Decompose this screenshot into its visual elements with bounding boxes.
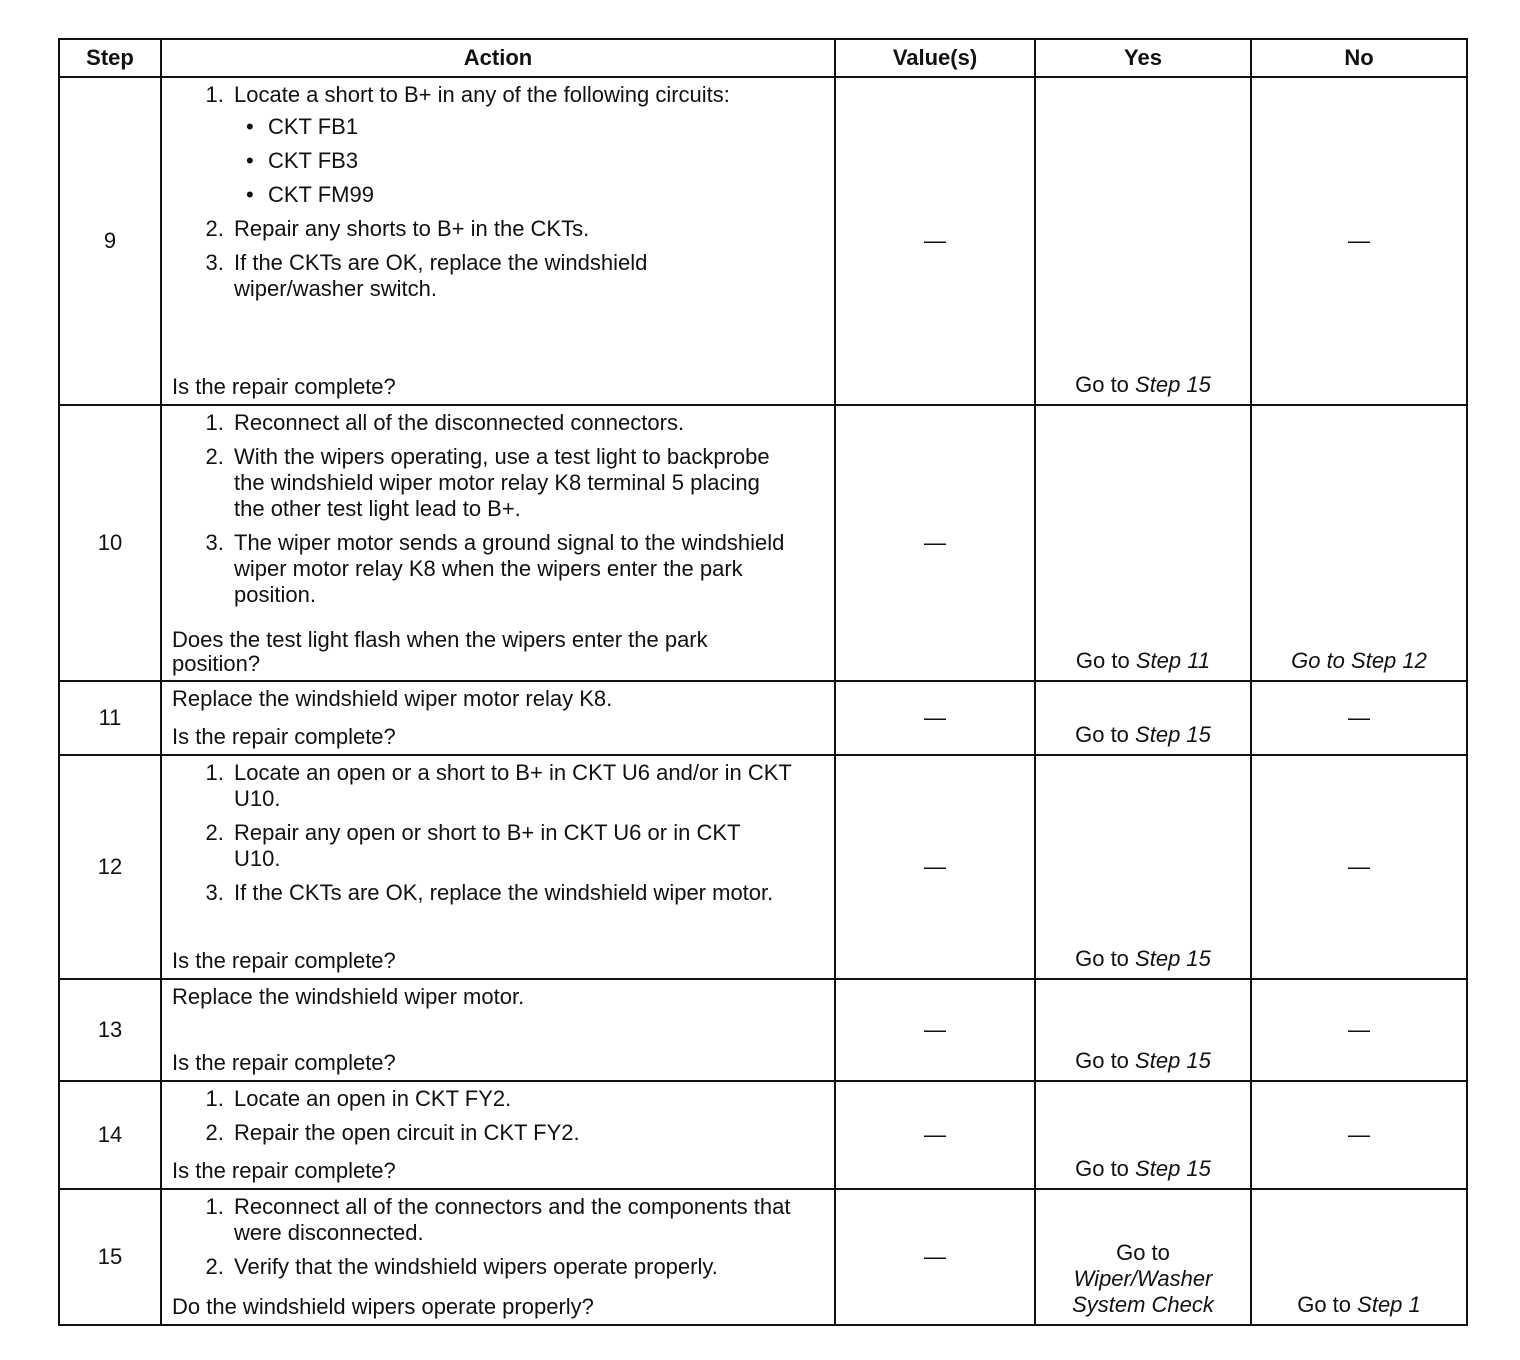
- table-row: [59, 1189, 1467, 1325]
- action-step: [230, 82, 824, 208]
- action-cell: [161, 1081, 835, 1189]
- yes-cell: [1035, 1189, 1251, 1325]
- action-cell: [161, 405, 835, 681]
- action-step: 1. Reconnect all of the disconnected connectors.: [230, 410, 824, 436]
- action-step-text: Locate a short to B+ in any of the following circuits:: [234, 82, 730, 107]
- value-cell: —: [835, 1189, 1035, 1325]
- header-row: [59, 39, 1467, 77]
- goto-prefix: Go to: [1075, 1156, 1129, 1181]
- step-number: 13: [59, 979, 161, 1081]
- goto-prefix: Go to: [1075, 372, 1129, 397]
- action-step: 2. Repair any shorts to B+ in the CKTs.: [230, 216, 824, 242]
- action-cell: [161, 1189, 835, 1325]
- table-row: [59, 405, 1467, 681]
- no-cell: —: [1251, 681, 1467, 755]
- value-cell: —: [835, 755, 1035, 979]
- circuit-item: • CKT FB1: [268, 114, 824, 140]
- no-cell: —: [1251, 755, 1467, 979]
- action-step: 1. Locate an open or a short to B+ in CKT U6 and/or in CKT U10.: [230, 760, 824, 812]
- header-no: No: [1251, 39, 1467, 77]
- goto-prefix: Go to: [1075, 1048, 1129, 1073]
- goto-prefix: Go to: [1075, 946, 1129, 971]
- action-steps: [172, 410, 824, 616]
- action-step: 3. If the CKTs are OK, replace the windshield wiper/washer switch.: [230, 250, 754, 302]
- no-cell: —: [1251, 1081, 1467, 1189]
- value-cell: —: [835, 681, 1035, 755]
- action-line: Replace the windshield wiper motor.: [172, 984, 525, 1009]
- action-line: Replace the windshield wiper motor relay K8.: [172, 686, 613, 711]
- step-number: 12: [59, 755, 161, 979]
- goto-link[interactable]: Go to Step 12: [1291, 648, 1427, 673]
- action-cell: [161, 77, 835, 405]
- action-steps: [172, 82, 824, 310]
- action-steps: [172, 1194, 824, 1288]
- step-number: 9: [59, 77, 161, 405]
- circuit-item: • CKT FM99: [268, 182, 824, 208]
- goto-link[interactable]: Step 15: [1135, 722, 1211, 747]
- no-cell: [1251, 405, 1467, 681]
- yes-cell: [1035, 1081, 1251, 1189]
- header-yes: Yes: [1035, 39, 1251, 77]
- diagnostic-table: [58, 38, 1468, 1326]
- circuit-item: • CKT FB3: [268, 148, 824, 174]
- action-question: Do the windshield wipers operate properly?: [172, 1294, 594, 1319]
- action-question: Is the repair complete?: [172, 724, 396, 749]
- header-action: Action: [161, 39, 835, 77]
- goto-link[interactable]: Step 11: [1135, 648, 1211, 673]
- action-step: 3. If the CKTs are OK, replace the windshield wiper motor.: [230, 880, 804, 906]
- yes-cell: [1035, 405, 1251, 681]
- yes-cell: [1035, 979, 1251, 1081]
- value-cell: —: [835, 77, 1035, 405]
- goto-prefix: Go to: [1297, 1292, 1352, 1317]
- action-step: 2. Repair any open or short to B+ in CKT U6 or in CKT U10.: [230, 820, 774, 872]
- table-row: [59, 1081, 1467, 1189]
- yes-cell: [1035, 755, 1251, 979]
- action-cell: [161, 681, 835, 755]
- action-question: Does the test light flash when the wipers enter the park position?: [172, 627, 708, 676]
- table-row: [59, 755, 1467, 979]
- action-question: Is the repair complete?: [172, 948, 396, 973]
- action-question: Is the repair complete?: [172, 1050, 396, 1075]
- yes-cell: [1035, 681, 1251, 755]
- goto-prefix: Go to: [1075, 648, 1130, 673]
- action-step: 2. Repair the open circuit in CKT FY2.: [230, 1120, 824, 1146]
- no-cell: —: [1251, 77, 1467, 405]
- goto-link-line2[interactable]: System Check: [1072, 1292, 1214, 1317]
- action-step: 1. Reconnect all of the connectors and the components that were disconnected.: [230, 1194, 824, 1246]
- action-steps: [172, 760, 824, 914]
- goto-link[interactable]: Step 15: [1135, 946, 1211, 971]
- value-cell: —: [835, 979, 1035, 1081]
- step-number: 11: [59, 681, 161, 755]
- table-row: [59, 979, 1467, 1081]
- action-question: Is the repair complete?: [172, 1158, 396, 1183]
- action-steps: [172, 1086, 824, 1154]
- action-step: 2. Verify that the windshield wipers operate properly.: [230, 1254, 824, 1280]
- step-number: 14: [59, 1081, 161, 1189]
- circuit-list: [234, 114, 824, 208]
- goto-link-line1[interactable]: Wiper/Washer: [1073, 1266, 1213, 1291]
- header-values: Value(s): [835, 39, 1035, 77]
- goto-link[interactable]: Step 15: [1135, 372, 1211, 397]
- no-cell: —: [1251, 979, 1467, 1081]
- action-step: 1. Locate an open in CKT FY2.: [230, 1086, 824, 1112]
- goto-prefix: Go to: [1075, 722, 1129, 747]
- goto-link[interactable]: Step 15: [1135, 1048, 1211, 1073]
- header-step: Step: [59, 39, 161, 77]
- action-step: 3. The wiper motor sends a ground signal to the windshield wiper motor relay K8 when the wipers enter the park position.: [230, 530, 794, 608]
- action-question: Is the repair complete?: [172, 374, 396, 399]
- goto-link[interactable]: Step 1: [1357, 1292, 1421, 1317]
- step-number: 10: [59, 405, 161, 681]
- action-cell: [161, 979, 835, 1081]
- no-cell: [1251, 1189, 1467, 1325]
- action-step: 2. With the wipers operating, use a test light to backprobe the windshield wiper motor relay K8 terminal 5 placing the other test light lead to B+.: [230, 444, 794, 522]
- step-number: 15: [59, 1189, 161, 1325]
- action-cell: [161, 755, 835, 979]
- value-cell: —: [835, 1081, 1035, 1189]
- yes-cell: [1035, 77, 1251, 405]
- value-cell: —: [835, 405, 1035, 681]
- goto-prefix: Go to: [1116, 1240, 1170, 1265]
- table-row: [59, 77, 1467, 405]
- goto-link[interactable]: Step 15: [1135, 1156, 1211, 1181]
- table-row: [59, 681, 1467, 755]
